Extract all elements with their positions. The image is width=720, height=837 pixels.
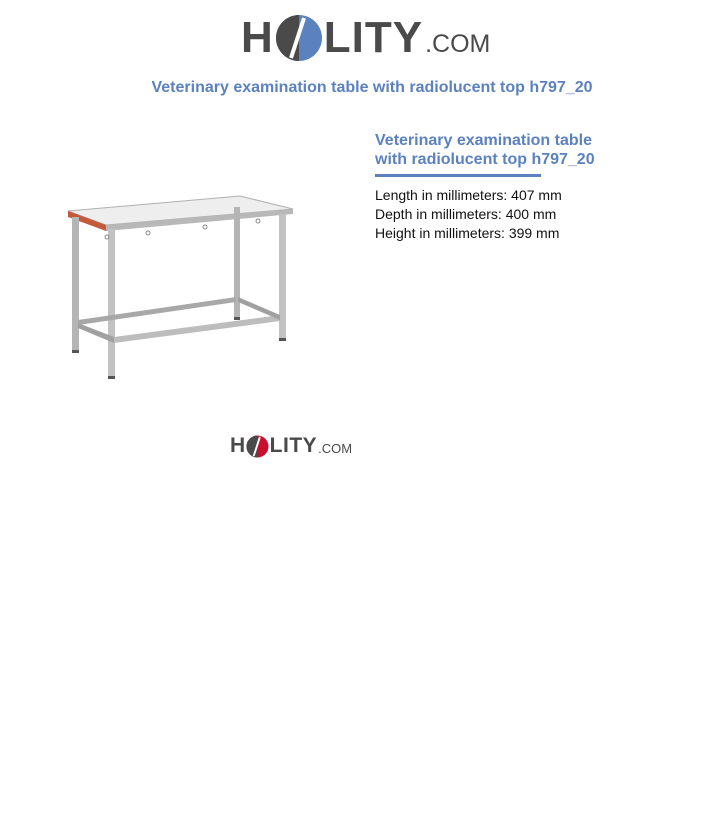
logo-text-h: H xyxy=(230,434,246,457)
logo-text-lity: LITY xyxy=(269,434,318,457)
product-details xyxy=(375,131,620,243)
page-headline: Veterinary examination table with radiolucent top h797_20 xyxy=(151,79,593,96)
veterinary-table-image xyxy=(60,185,305,385)
logo-domain: .COM xyxy=(425,29,491,58)
holity-logo-small xyxy=(230,432,352,460)
product-title: Veterinary examination table with radiolucent top h797_20 xyxy=(375,132,595,168)
spec-height: Height in millimeters: 399 mm xyxy=(375,225,560,241)
logo-text-lity: LITY xyxy=(323,13,424,62)
spec-length: Length in millimeters: 407 mm xyxy=(375,187,562,203)
logo-text-h: H xyxy=(241,13,274,62)
title-divider xyxy=(375,174,541,177)
half-o-circle-icon xyxy=(246,435,269,458)
logo-domain: .COM xyxy=(318,441,353,456)
half-o-circle-icon xyxy=(275,14,323,62)
holity-logo[interactable] xyxy=(241,8,490,68)
spec-depth: Depth in millimeters: 400 mm xyxy=(375,206,557,222)
